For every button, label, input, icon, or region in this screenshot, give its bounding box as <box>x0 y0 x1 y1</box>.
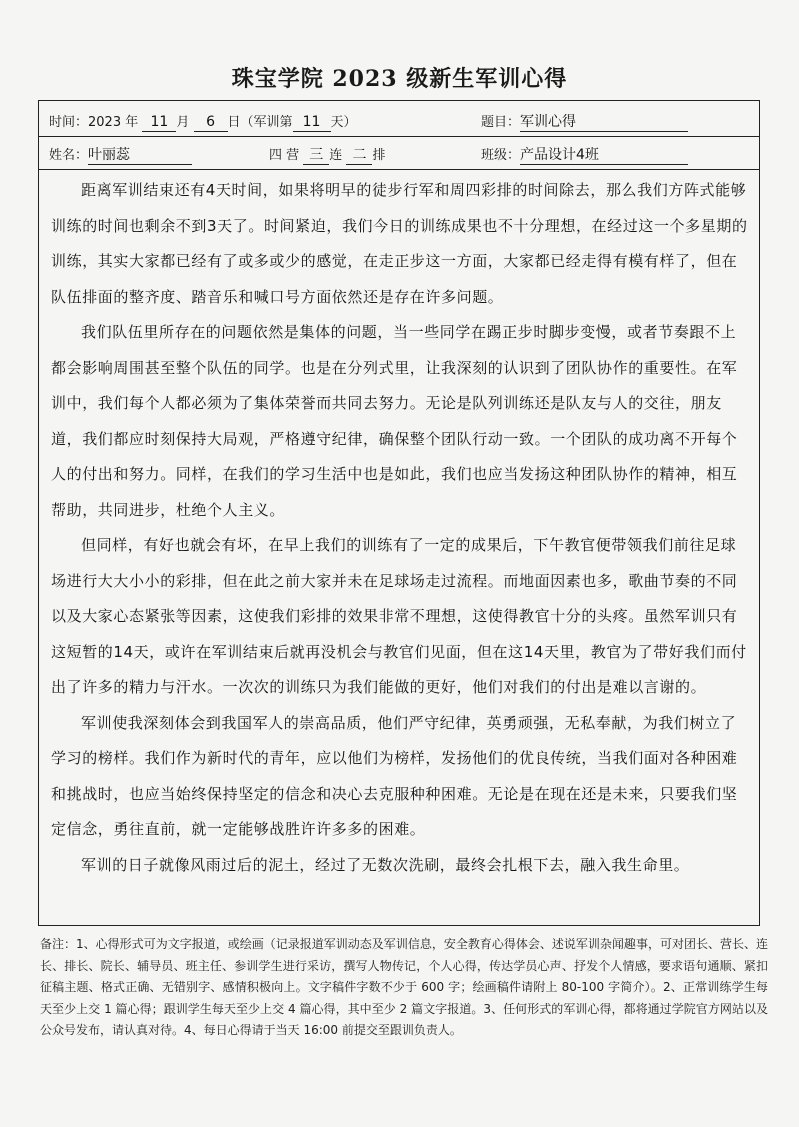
topic-label: 题目： <box>481 115 521 130</box>
essay-paragraph-5: 军训的日子就像风雨过后的泥土，经过了无数次洗刷，最终会扎根下去，融入我生命里。 <box>81 855 690 874</box>
training-day-value: 11 <box>293 114 331 132</box>
form-frame <box>38 100 760 926</box>
essay-paragraph-4: 军训使我深刻体会到我国军人的崇高品质，他们严守纪律，英勇顽强，无私奉献，为我们树立了学习的榜样。我们作为新时代的青年，应以他们为榜样，发扬他们的优良传统，当我们面对各种困难和挑战时，也应当始终保持坚定的信念和决心去克服种种困难。无论是在现在还是未来，只要我们坚定信念，勇往直前，就一定能够战胜许许多多的困难。 <box>51 713 738 838</box>
name-label: 姓名： <box>49 148 89 163</box>
time-field <box>49 111 357 132</box>
essay-paragraph-2: 我们队伍里所存在的问题依然是集体的问题，当一些同学在踢正步时脚步变慢，或者节奏跟不上都会影响周围甚至整个队伍的同学。也是在分列式里，让我深刻的认识到了团队协作的重要性。在军训中，我们每个人都必须为了集体荣誉而共同去努力。无论是队列训练还是队友与人的交往，朋友道，我们都应时刻保持大局观，严格遵守纪律，确保整个团队行动一致。一个团队的成功离不开每个人的付出和努力。同样，在我们的学习生活中也是如此，我们也应当发扬这种团队协作的精神，相互帮助，共同进步，杜绝个人主义。 <box>51 323 738 519</box>
battalion-text: 四 营 <box>269 148 300 163</box>
class-label: 班级： <box>481 148 521 163</box>
class-value: 产品设计4班 <box>520 147 688 165</box>
header-divider-2 <box>39 169 759 170</box>
unit-field <box>269 144 385 165</box>
topic-value: 军训心得 <box>520 114 688 132</box>
day-unit: 日（军训第 <box>227 115 293 130</box>
essay-paragraph-1: 距离军训结束还有4天时间，如果将明早的徒步行军和周四彩排的时间除去，那么我们方阵式能够训练的时间也剩余不到3天了。时间紧迫，我们今日的训练成果也不十分理想，在经过这一个多星期的训练，其实大家都已经有了或多或少的感觉，在走正步这一方面，大家都已经走得有模有样了，但在队伍排面的整齐度、踏音乐和喊口号方面依然还是存在许多问题。 <box>51 181 748 306</box>
essay-paragraph-3: 但同样，有好也就会有坏，在早上我们的训练有了一定的成果后，下午教官便带领我们前往足球场进行大大小小的彩排，但在此之前大家并未在足球场走过流程。而地面因素也多，歌曲节奏的不同以及大家心态紧张等因素，这使我们彩排的效果非常不理想，这使得教官十分的头疼。虽然军训只有这短暂的14天，或许在军训结束后就再没机会与教官们见面，但在这14天里，教官为了带好我们而付出了许多的精力与汗水。一次次的训练只为我们能做的更好，他们对我们的付出是难以言谢的。 <box>51 536 747 696</box>
year-text: 2023 年 <box>88 115 139 130</box>
time-label: 时间： <box>49 115 89 130</box>
platoon-value: 二 <box>346 147 372 165</box>
month-unit: 月 <box>176 115 190 130</box>
company-value: 三 <box>303 147 329 165</box>
header-divider-1 <box>39 136 759 137</box>
training-day-unit: 天） <box>330 115 357 130</box>
day-value: 6 <box>194 114 228 132</box>
footnote-remarks: 备注：1、心得形式可为文字报道，或绘画（记录报道军训动态及军训信息，安全教育心得体会、述说军训杂闻趣事，可对团长、营长、连长、排长、院长、辅导员、班主任、参训学生进行采访，撰写人物传记，个人心得，传达学员心声、抒发个人情感，要求语句通顺、紧扣征稿主题、格式正确、无错别字、感情积极向上。文字稿件字数不少于 600 字；绘画稿件请附上 80-100 字简介）。2、正常训练学生每天至少上交 1 篇心得；跟训学生每天至少上交 4 篇心得，其中至少 2 篇文字报道。3、任何形式的军训心得，都将通过学院官方网站以及公众号发布，请认真对待。4、每日心得请于当天 16:00 前提交至跟训负责人。 <box>40 937 768 1037</box>
platoon-unit: 排 <box>372 148 386 163</box>
topic-field <box>481 111 688 132</box>
month-value: 11 <box>142 114 176 132</box>
company-unit: 连 <box>329 148 343 163</box>
name-field <box>49 144 192 165</box>
essay-body <box>51 173 749 921</box>
form-title: 珠宝学院 2023 级新生军训心得 <box>231 66 568 92</box>
name-value: 叶丽蕊 <box>88 147 192 165</box>
class-field <box>481 144 688 165</box>
